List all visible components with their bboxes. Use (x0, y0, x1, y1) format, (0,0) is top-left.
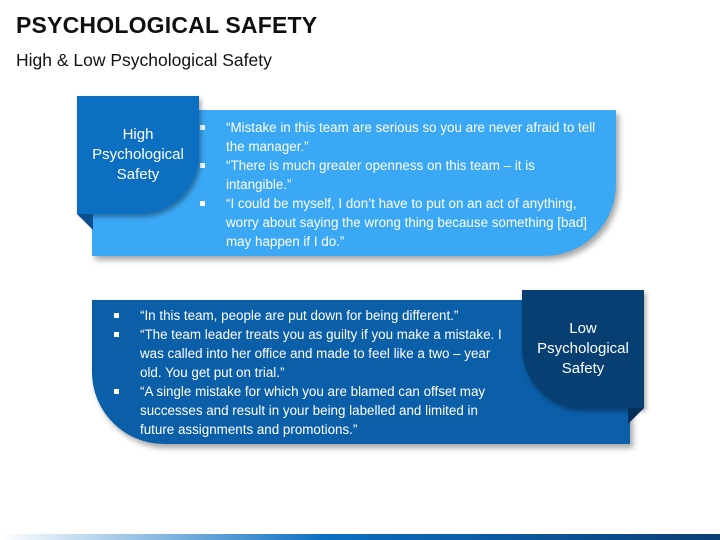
bullet-square-icon (114, 313, 119, 318)
high-safety-list (200, 118, 600, 251)
bullet-square-icon (200, 125, 205, 130)
high-tab-fold (77, 214, 93, 230)
list-item (200, 194, 600, 251)
list-item (200, 118, 600, 156)
slide-title: PSYCHOLOGICAL SAFETY (16, 12, 318, 38)
list-item (114, 306, 514, 325)
low-safety-list (114, 306, 514, 439)
low-safety-label: Low Psychological Safety (537, 320, 629, 377)
list-item-text: “I could be myself, I don’t have to put on an act of anything, worry about saying the wrong thing because something [bad] may happen if I do.” (226, 196, 588, 249)
list-item-text: “Mistake in this team are serious so you are never afraid to tell the manager.” (226, 120, 596, 154)
high-safety-tab (77, 96, 199, 214)
slide-subtitle: High & Low Psychological Safety (16, 50, 272, 70)
footer-gradient-bar (0, 534, 720, 540)
list-item (114, 382, 514, 439)
bullet-square-icon (114, 389, 119, 394)
list-item-text: “There is much greater openness on this team – it is intangible.” (226, 158, 535, 192)
list-item (200, 156, 600, 194)
low-safety-tab (522, 290, 644, 408)
bullet-square-icon (200, 163, 205, 168)
high-safety-label: High Psychological Safety (92, 126, 184, 183)
list-item-text: “A single mistake for which you are blamed can offset may successes and result in your being labelled and limited in future assignments and promotions.” (140, 384, 486, 437)
low-tab-fold (628, 408, 644, 424)
bullet-square-icon (114, 332, 119, 337)
list-item-text: “The team leader treats you as guilty if you make a mistake. I was called into her office and made to feel like a two – year old. You get put on trial.” (140, 327, 502, 380)
list-item-text: “In this team, people are put down for being different.” (140, 308, 459, 323)
bullet-square-icon (200, 201, 205, 206)
list-item (114, 325, 514, 382)
